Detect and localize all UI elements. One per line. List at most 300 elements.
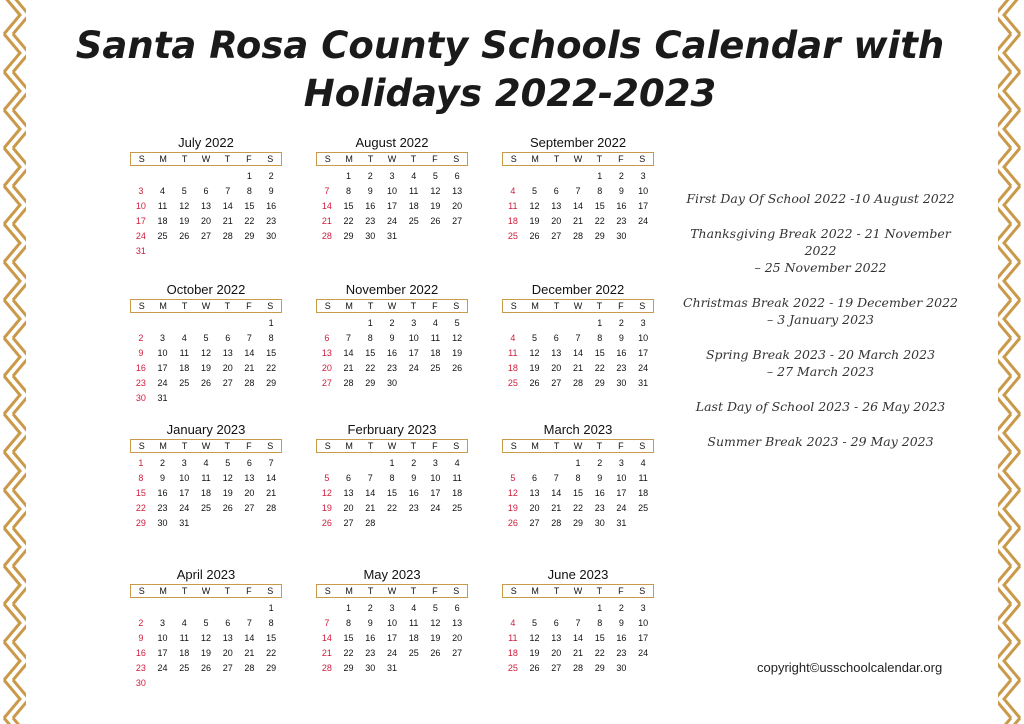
day-cell: 11: [179, 633, 189, 643]
month-calendar: [130, 566, 282, 691]
day-cell: 8: [597, 186, 603, 196]
month-calendar: [502, 566, 654, 676]
day-cell: 12: [321, 488, 332, 498]
day-cell: 6: [553, 618, 559, 628]
day-cell: 25: [507, 378, 518, 388]
day-cell: 19: [452, 348, 463, 358]
weekday-label: S: [510, 301, 517, 311]
day-cell: 6: [553, 333, 559, 343]
day-cell: 7: [268, 458, 274, 468]
day-cell: 14: [572, 633, 583, 643]
weekday-label: T: [181, 586, 188, 596]
day-cell: 21: [365, 503, 376, 513]
day-cell: 8: [346, 618, 352, 628]
day-cell: 1: [597, 603, 603, 613]
day-cell: 27: [529, 518, 540, 528]
weekday-label: S: [639, 441, 646, 451]
weekday-label: S: [138, 154, 145, 164]
month-calendar: [502, 421, 654, 531]
day-cell: 4: [432, 318, 438, 328]
weekday-label: W: [573, 441, 583, 451]
day-cell: 6: [324, 333, 330, 343]
weekday-label: M: [531, 301, 539, 311]
empty-cell: [130, 601, 152, 616]
left-decorative-border: [0, 0, 26, 724]
days-grid: [130, 316, 282, 406]
day-cell: 10: [179, 473, 190, 483]
day-cell: 30: [386, 378, 397, 388]
day-cell: 10: [386, 186, 397, 196]
day-cell: 24: [386, 216, 397, 226]
day-cell: 29: [135, 518, 146, 528]
weekday-label: S: [639, 154, 646, 164]
day-cell: 6: [246, 458, 252, 468]
day-cell: 30: [365, 231, 376, 241]
day-cell: 21: [572, 216, 583, 226]
day-cell: 12: [507, 488, 518, 498]
empty-cell: [195, 316, 217, 331]
empty-cell: [567, 601, 589, 616]
day-cell: 12: [529, 201, 540, 211]
day-cell: 15: [572, 488, 583, 498]
day-cell: 24: [179, 503, 190, 513]
day-cell: 6: [225, 618, 231, 628]
days-grid: [502, 456, 654, 531]
day-cell: 13: [551, 633, 562, 643]
day-cell: 19: [179, 216, 190, 226]
day-cell: 15: [343, 633, 354, 643]
weekday-label: S: [267, 154, 274, 164]
month-name: May 2023: [363, 567, 421, 582]
day-cell: 5: [203, 618, 209, 628]
day-cell: 13: [321, 348, 332, 358]
day-cell: 29: [594, 663, 605, 673]
day-cell: 31: [616, 518, 627, 528]
day-cell: 17: [157, 363, 168, 373]
weekday-label: T: [410, 154, 417, 164]
day-cell: 28: [551, 518, 562, 528]
weekday-label: S: [324, 301, 331, 311]
weekday-label: M: [159, 154, 167, 164]
day-cell: 28: [572, 378, 583, 388]
day-cell: 30: [594, 518, 605, 528]
day-cell: 3: [640, 171, 646, 181]
weekday-label: M: [159, 441, 167, 451]
day-cell: 31: [157, 393, 168, 403]
day-cell: 29: [266, 663, 277, 673]
weekday-label: M: [345, 154, 353, 164]
day-cell: 21: [222, 216, 233, 226]
event-line: First Day Of School 2022 -10 August 2022: [686, 191, 955, 206]
day-cell: 5: [225, 458, 231, 468]
empty-cell: [545, 316, 567, 331]
day-cell: 16: [365, 201, 376, 211]
day-cell: 25: [408, 216, 419, 226]
days-grid: [316, 169, 468, 244]
weekday-label: T: [410, 301, 417, 311]
day-cell: 4: [160, 186, 166, 196]
empty-cell: [217, 169, 239, 184]
day-cell: 26: [200, 378, 211, 388]
weekday-label: M: [159, 301, 167, 311]
day-cell: 20: [343, 503, 354, 513]
day-cell: 1: [268, 603, 274, 613]
day-cell: 7: [225, 186, 231, 196]
day-cell: 12: [430, 186, 441, 196]
day-cell: 19: [200, 648, 211, 658]
event-line-2: – 3 January 2023: [767, 312, 874, 327]
empty-cell: [217, 601, 239, 616]
day-cell: 31: [386, 663, 397, 673]
day-cell: 24: [157, 663, 168, 673]
day-cell: 26: [179, 231, 190, 241]
day-cell: 5: [454, 318, 460, 328]
day-cell: 26: [529, 378, 540, 388]
weekday-label: T: [553, 586, 560, 596]
day-cell: 24: [638, 648, 649, 658]
day-cell: 14: [244, 633, 255, 643]
day-cell: 26: [507, 518, 518, 528]
empty-cell: [524, 316, 546, 331]
day-cell: 10: [638, 333, 649, 343]
day-cell: 18: [179, 363, 190, 373]
day-cell: 2: [367, 171, 373, 181]
day-cell: 17: [179, 488, 190, 498]
day-cell: 8: [246, 186, 252, 196]
day-cell: 24: [638, 363, 649, 373]
day-cell: 9: [389, 333, 395, 343]
day-cell: 22: [266, 363, 277, 373]
day-cell: 16: [616, 633, 627, 643]
weekday-label: T: [224, 586, 231, 596]
day-cell: 28: [321, 231, 332, 241]
day-cell: 21: [321, 216, 332, 226]
day-cell: 14: [321, 201, 332, 211]
day-cell: 10: [157, 348, 168, 358]
day-cell: 14: [222, 201, 233, 211]
weekday-label: S: [324, 441, 331, 451]
weekday-label: T: [553, 441, 560, 451]
day-cell: 24: [135, 231, 146, 241]
day-cell: 3: [411, 318, 417, 328]
day-cell: 31: [386, 231, 397, 241]
day-cell: 9: [138, 348, 144, 358]
day-cell: 10: [638, 186, 649, 196]
day-cell: 5: [532, 618, 538, 628]
day-cell: 7: [575, 618, 581, 628]
day-cell: 2: [367, 603, 373, 613]
weekday-label: T: [410, 441, 417, 451]
day-cell: 2: [138, 333, 144, 343]
day-cell: 12: [200, 348, 211, 358]
day-cell: 24: [386, 648, 397, 658]
day-cell: 28: [343, 378, 354, 388]
weekday-label: M: [531, 441, 539, 451]
day-cell: 19: [507, 503, 518, 513]
day-cell: 22: [343, 648, 354, 658]
day-cell: 3: [432, 458, 438, 468]
day-cell: 23: [365, 648, 376, 658]
day-cell: 25: [507, 663, 518, 673]
day-cell: 3: [389, 603, 395, 613]
day-cell: 6: [454, 603, 460, 613]
day-cell: 25: [179, 378, 190, 388]
day-cell: 18: [507, 648, 518, 658]
day-cell: 27: [452, 648, 463, 658]
day-cell: 23: [157, 503, 168, 513]
day-cell: 16: [616, 201, 627, 211]
day-cell: 18: [452, 488, 463, 498]
day-cell: 5: [532, 186, 538, 196]
day-cell: 25: [408, 648, 419, 658]
day-cell: 14: [365, 488, 376, 498]
weekday-label: S: [138, 586, 145, 596]
day-cell: 3: [389, 171, 395, 181]
month-name: March 2023: [543, 422, 613, 437]
empty-cell: [502, 316, 524, 331]
day-cell: 20: [222, 363, 233, 373]
day-cell: 18: [157, 216, 168, 226]
day-cell: 19: [529, 216, 540, 226]
day-cell: 11: [179, 348, 189, 358]
day-cell: 27: [222, 663, 233, 673]
day-cell: 15: [594, 201, 605, 211]
weekday-header: [502, 439, 654, 453]
day-cell: 13: [529, 488, 540, 498]
weekday-header: [502, 152, 654, 166]
weekday-label: S: [267, 301, 274, 311]
day-cell: 2: [597, 458, 603, 468]
days-grid: [316, 456, 468, 531]
day-cell: 12: [200, 633, 211, 643]
day-cell: 24: [430, 503, 441, 513]
weekday-label: S: [267, 441, 274, 451]
day-cell: 19: [430, 633, 441, 643]
day-cell: 27: [343, 518, 354, 528]
day-cell: 8: [389, 473, 395, 483]
day-cell: 15: [266, 348, 277, 358]
day-cell: 9: [160, 473, 166, 483]
day-cell: 20: [321, 363, 332, 373]
day-cell: 11: [508, 201, 518, 211]
day-cell: 18: [507, 363, 518, 373]
day-cell: 8: [346, 186, 352, 196]
day-cell: 22: [594, 363, 605, 373]
day-cell: 17: [408, 348, 419, 358]
day-cell: 1: [346, 171, 352, 181]
day-cell: 2: [268, 171, 274, 181]
day-cell: 4: [454, 458, 460, 468]
empty-cell: [524, 601, 546, 616]
day-cell: 18: [179, 648, 190, 658]
event-last-day: [678, 398, 963, 415]
day-cell: 27: [200, 231, 211, 241]
month-name: January 2023: [166, 422, 246, 437]
day-cell: 9: [618, 618, 624, 628]
month-calendar: [130, 421, 282, 531]
day-cell: 11: [157, 201, 168, 211]
day-cell: 4: [203, 458, 209, 468]
weekday-label: T: [553, 301, 560, 311]
day-cell: 29: [343, 663, 354, 673]
day-cell: 26: [529, 663, 540, 673]
day-cell: 3: [640, 318, 646, 328]
day-cell: 19: [529, 648, 540, 658]
weekday-label: T: [596, 586, 603, 596]
weekday-label: S: [453, 441, 460, 451]
day-cell: 18: [507, 216, 518, 226]
empty-cell: [545, 601, 567, 616]
day-cell: 23: [135, 663, 146, 673]
day-cell: 12: [452, 333, 463, 343]
days-grid: [130, 601, 282, 691]
day-cell: 23: [365, 216, 376, 226]
month-name: April 2023: [176, 567, 236, 582]
day-cell: 8: [597, 333, 603, 343]
day-cell: 10: [408, 333, 419, 343]
weekday-header: [316, 299, 468, 313]
day-cell: 21: [343, 363, 354, 373]
weekday-label: S: [453, 301, 460, 311]
day-cell: 13: [343, 488, 354, 498]
day-cell: 21: [244, 648, 255, 658]
day-cell: 22: [572, 503, 583, 513]
day-cell: 28: [244, 663, 255, 673]
right-decorative-border: [998, 0, 1024, 724]
day-cell: 18: [408, 201, 419, 211]
day-cell: 1: [246, 171, 252, 181]
day-cell: 30: [135, 678, 146, 688]
weekday-label: W: [201, 154, 211, 164]
weekday-label: S: [138, 441, 145, 451]
day-cell: 10: [430, 473, 441, 483]
day-cell: 11: [452, 473, 462, 483]
weekday-label: S: [324, 586, 331, 596]
day-cell: 6: [532, 473, 538, 483]
day-cell: 17: [157, 648, 168, 658]
weekday-label: S: [267, 586, 274, 596]
day-cell: 26: [321, 518, 332, 528]
days-grid: [316, 601, 468, 676]
weekday-header: [502, 584, 654, 598]
day-cell: 21: [321, 648, 332, 658]
day-cell: 1: [597, 171, 603, 181]
day-cell: 2: [160, 458, 166, 468]
day-cell: 23: [386, 363, 397, 373]
weekday-header: [502, 299, 654, 313]
day-cell: 27: [551, 231, 562, 241]
title-line-1: Santa Rosa County Schools Calendar with: [75, 24, 945, 67]
month-calendar: [130, 134, 282, 259]
events-list: [678, 190, 963, 450]
weekday-label: W: [387, 301, 397, 311]
day-cell: 6: [203, 186, 209, 196]
day-cell: 16: [135, 363, 146, 373]
day-cell: 26: [430, 216, 441, 226]
day-cell: 28: [365, 518, 376, 528]
day-cell: 11: [201, 473, 211, 483]
day-cell: 6: [346, 473, 352, 483]
day-cell: 30: [135, 393, 146, 403]
weekday-label: T: [596, 154, 603, 164]
day-cell: 18: [408, 633, 419, 643]
day-cell: 25: [157, 231, 168, 241]
month-name: November 2022: [345, 282, 439, 297]
weekday-label: T: [596, 441, 603, 451]
month-calendar: [316, 421, 468, 531]
weekday-label: S: [639, 586, 646, 596]
event-line: Christmas Break 2022 - 19 December 2022: [683, 295, 958, 310]
day-cell: 28: [266, 503, 277, 513]
day-cell: 28: [244, 378, 255, 388]
event-spring: [678, 346, 963, 380]
day-cell: 31: [179, 518, 190, 528]
day-cell: 15: [594, 348, 605, 358]
day-cell: 10: [157, 633, 168, 643]
day-cell: 20: [529, 503, 540, 513]
weekday-label: F: [618, 441, 624, 451]
event-summer: [678, 433, 963, 450]
weekday-label: F: [246, 586, 252, 596]
weekday-header: [130, 152, 282, 166]
day-cell: 22: [244, 216, 255, 226]
day-cell: 1: [346, 603, 352, 613]
day-cell: 5: [432, 171, 438, 181]
day-cell: 7: [246, 618, 252, 628]
day-cell: 19: [200, 363, 211, 373]
month-name: December 2022: [531, 282, 625, 297]
weekday-label: T: [367, 154, 374, 164]
day-cell: 29: [244, 231, 255, 241]
weekday-label: F: [432, 586, 438, 596]
day-cell: 4: [510, 333, 516, 343]
day-cell: 10: [616, 473, 627, 483]
day-cell: 22: [343, 216, 354, 226]
days-grid: [316, 316, 468, 391]
day-cell: 5: [203, 333, 209, 343]
empty-cell: [567, 316, 589, 331]
day-cell: 25: [507, 231, 518, 241]
day-cell: 10: [638, 618, 649, 628]
day-cell: 2: [389, 318, 395, 328]
day-cell: 24: [638, 216, 649, 226]
day-cell: 3: [618, 458, 624, 468]
day-cell: 13: [551, 201, 562, 211]
day-cell: 10: [386, 618, 397, 628]
day-cell: 9: [268, 186, 274, 196]
month-calendar: [130, 281, 282, 406]
day-cell: 20: [551, 216, 562, 226]
empty-cell: [195, 601, 217, 616]
day-cell: 17: [638, 633, 649, 643]
day-cell: 1: [138, 458, 144, 468]
weekday-label: W: [573, 301, 583, 311]
weekday-header: [130, 299, 282, 313]
day-cell: 16: [135, 648, 146, 658]
day-cell: 12: [529, 348, 540, 358]
weekday-label: S: [510, 441, 517, 451]
day-cell: 13: [452, 618, 463, 628]
day-cell: 29: [343, 231, 354, 241]
empty-cell: [130, 316, 152, 331]
day-cell: 19: [222, 488, 233, 498]
weekday-label: W: [573, 154, 583, 164]
day-cell: 29: [594, 378, 605, 388]
day-cell: 21: [266, 488, 277, 498]
empty-cell: [316, 169, 338, 184]
weekday-label: W: [201, 586, 211, 596]
day-cell: 8: [575, 473, 581, 483]
